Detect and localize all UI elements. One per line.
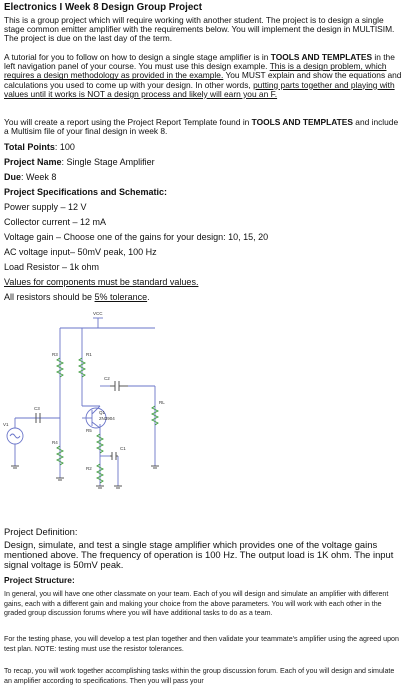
- spec-item: AC voltage input– 50mV peak, 100 Hz: [4, 247, 157, 257]
- label-r2: R2: [86, 466, 92, 471]
- document-title: Electronics I Week 8 Design Group Project: [4, 2, 202, 13]
- intro-paragraph-3: You will create a report using the Project Report Template found in TOOLS AND TEMPLATES and include a Multisim file of your final design in week 8.: [4, 117, 399, 137]
- label-r1: R1: [86, 352, 92, 357]
- amplifier-schematic: [0, 306, 406, 520]
- label-c2: C2: [104, 376, 110, 381]
- design-problem-note: This is a design problem, which requires a design methodology as provided in the example.: [4, 61, 387, 81]
- label-c3: C3: [34, 406, 40, 411]
- label-c1: C1: [120, 446, 126, 451]
- spec-item: Load Resistor – 1k ohm: [4, 262, 100, 272]
- due-date: Due: Week 8: [4, 172, 57, 182]
- spec-item-standard-values: Values for components must be standard values.: [4, 277, 199, 287]
- definition-heading: Project Definition:: [4, 526, 78, 537]
- spec-item: Power supply – 12 V: [4, 202, 87, 212]
- warning-note: putting parts together and playing with values until it works is NOT a design process and likely will earn you an F.: [4, 79, 395, 99]
- specs-heading: Project Specifications and Schematic:: [4, 187, 168, 197]
- spec-item: Voltage gain – Choose one of the gains for your design: 10, 15, 20: [4, 232, 269, 242]
- label-q1: Q1: [99, 410, 106, 415]
- structure-paragraph-2: For the testing phase, you will develop a test plan together and then validate your teammate's amplifier using the agreed upon test plan. NOTE: testing must use the resistor tolerances.: [4, 635, 399, 653]
- intro-paragraph-1: This is a group project which will require working with another student. The project is to design a single stage common emitter amplifier with the requirements below. You will implement the design in MULTISIM. The project is due on the last day of the term.: [4, 15, 395, 44]
- label-vcc: VCC: [93, 311, 103, 316]
- structure-paragraph-1: In general, you will have one other classmate on your team. Each of you will design and simulate an amplifier with different gains, each with a different gain and making your choice from the above parameters. You will work with each other in the graded group discussion forums where you will have additional tasks to do as a team.: [4, 590, 389, 618]
- structure-heading: Project Structure:: [4, 575, 75, 585]
- tools-templates-emphasis: TOOLS AND TEMPLATES: [270, 52, 373, 62]
- intro-paragraph-2: A tutorial for you to follow on how to design a single stage amplifier is in TOOLS AND TEMPLATES in the left navigation panel of your course. You must use this design example. This is a design problem, which requires a design methodology as provided in the example. You MUST explain and show the equations and calculations you used to come up with your design. In other words, putting parts together and playing with values until it works is NOT a design process and likely will earn you an F.: [4, 52, 402, 99]
- definition-text: Design, simulate, and test a single stage amplifier which provides one of the voltage gains mentioned above. The frequency of operation is 100 Hz. The output load is 1K ohm. The input signal voltage is 50mV peak.: [4, 539, 394, 570]
- label-q1-part: 2N3904: [99, 416, 115, 421]
- spec-item: Collector current – 12 mA: [4, 217, 107, 227]
- label-v1: V1: [3, 422, 9, 427]
- label-rl: RL: [159, 400, 165, 405]
- label-r3: R3: [52, 352, 58, 357]
- label-r5: R5: [86, 428, 92, 433]
- label-r4: R4: [52, 440, 58, 445]
- project-name: Project Name: Single Stage Amplifier: [4, 157, 155, 167]
- total-points: Total Points: 100: [4, 142, 75, 152]
- structure-paragraph-3: To recap, you will work together accomplishing tasks within the group discussion forum. Each of you will design and simulate an amplifier according to specifications. Then you will pass your: [4, 667, 395, 685]
- spec-item-tolerance: All resistors should be 5% tolerance.: [4, 292, 150, 302]
